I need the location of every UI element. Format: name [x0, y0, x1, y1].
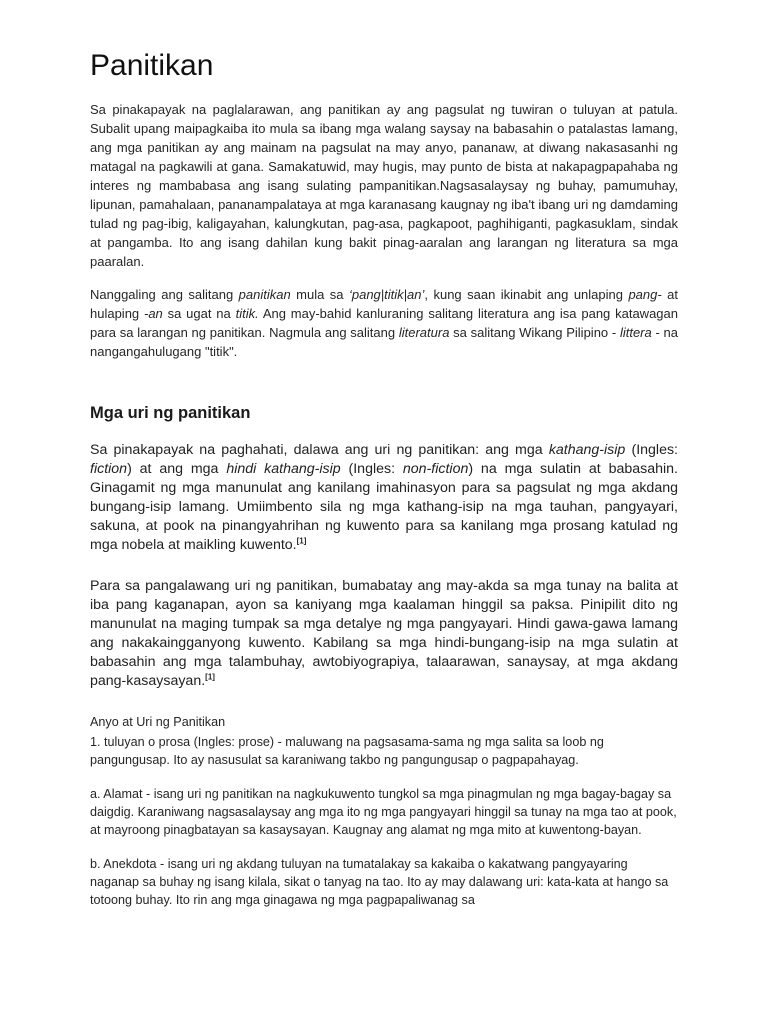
types-paragraph: Sa pinakapayak na paghahati, dalawa ang uri ng panitikan: ang mga kathang-isip (Ingles: fiction) at ang mga hindi kathang-isip (Ingles: non-fiction) na mga sulatin at babasahin. Ginagamit ng mga manunulat ang kanilang imahinasyon para sa pagsulat ng mga akdang bungang-isip lamang. Umiimbento sila ng mga kathang-isip na mga tauhan, pangyayari, sakuna, at pook na pinangyahrihan ng kuwento para sa kanilang mga prosang katulad ng mga nobela at maikling kuwento.[1]	[90, 442, 678, 553]
anekdota-paragraph: b. Anekdota - isang uri ng akdang tuluyan na tumatalakay sa kakaiba o kakatwang pangyayaring naganap sa buhay ng isang kilala, sikat o tanyag na tao. Ito ay may dalawang uri: kata-kata at hango sa totoong buhay. Ito rin ang mga ginagawa ng mga pagpapaliwanag sa	[90, 857, 669, 907]
reference-link[interactable]: [1]	[296, 536, 307, 546]
reference-link[interactable]: [1]	[205, 672, 215, 682]
intro-paragraph: Sa pinakapayak na paglalarawan, ang panitikan ay ang pagsulat ng tuwiran o tuluyan at patula. Subalit upang maipagkaiba ito mula sa ibang mga walang saysay na babasahin o patalastas lamang, ang mga panitikan ay ang mainam na pagsulat na may anyo, pananaw, at diwang nakasasanhi ng matagal na pagkawili at gana. Samakatuwid, may hugis, may punto de bista at nakapagpapahaba ng interes ng mambabasa ang isang sulating pampanitikan.Nagsasalaysay ng buhay, pamumuhay, lipunan, pamahalaan, pananampalataya at mga karanasang kaugnay ng iba't ibang uri ng damdaming tulad ng pag-ibig, kaligayahan, kalungkutan, pag-asa, pagkapoot, paghihiganti, pagkasuklam, sindak at pangamba. Ito ang isang dahilan kung bakit pinag-aaralan ang larangan ng literatura sa mga paaralan.	[90, 102, 678, 269]
alamat-paragraph: a. Alamat - isang uri ng panitikan na nagkukuwento tungkol sa mga pinagmulan ng mga bagay-bagay sa daigdig. Karaniwang nagsasalaysay ang mga ito ng mga pangyayari hinggil sa tunay na mga tao at pook, at mayroong pinagbatayan sa kasaysayan. Kaugnay ang alamat ng mga mito at kuwentong-bayan.	[90, 787, 677, 837]
nonfiction-paragraph: Para sa pangalawang uri ng panitikan, bumabatay ang may-akda sa mga tunay na balita at iba pang kaganapan, ayon sa kaniyang mga kaalaman hinggil sa paksa. Pinipilit dito ng manunulat na maging tumpak sa mga detalye ng mga pangyayari. Hindi gawa-gawa lamang ang nakakaingganyong kuwento. Kabilang sa mga hindi-bungang-isip na mga sulatin at babasahin ang mga talambuhay, awtobiyograpiya, talaarawan, sanaysay, at mga akdang pang-kasaysayan.[1]	[90, 578, 678, 689]
subsection-label: Anyo at Uri ng Panitikan	[90, 715, 226, 729]
document-page	[90, 48, 678, 925]
prose-paragraph: 1. tuluyan o prosa (Ingles: prose) - maluwang na pagsasama-sama ng mga salita sa loob ng pangungusap. Ito ay nasusulat sa karaniwang takbo ng pangungusap o pagpapahayag.	[90, 735, 604, 767]
page-title: Panitikan	[90, 49, 214, 82]
section-heading: Mga uri ng panitikan	[90, 404, 251, 422]
etymology-paragraph: Nanggaling ang salitang panitikan mula sa ‘pang|titik|an’, kung saan ikinabit ang unlaping pang- at hulaping -an sa ugat na titik. Ang may-bahid kanluraning salitang literatura ang isa pang katawagan para sa larangan ng panitikan. Nagmula ang salitang literatura sa salitang Wikang Pilipino - littera - na nangangahulugang "titik".	[90, 287, 679, 359]
